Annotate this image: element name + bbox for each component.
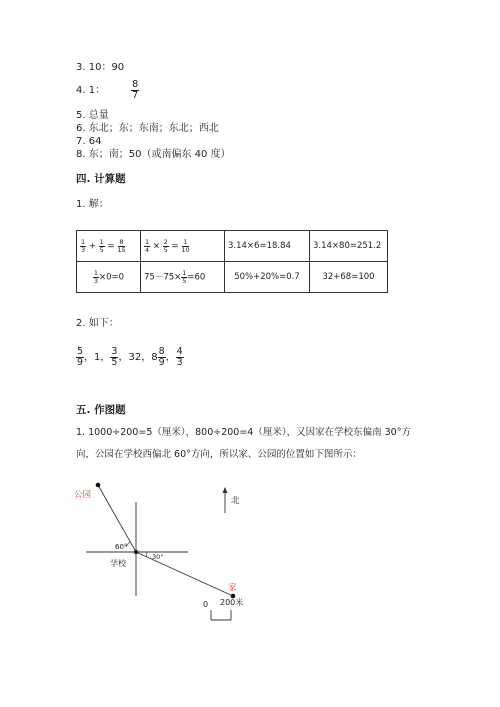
equals-sign: = (107, 241, 115, 252)
equals-sign: = (171, 241, 179, 252)
fraction-numerator: 8 (158, 346, 165, 357)
angle-30-arc (146, 552, 147, 557)
section-4-heading: 四. 计算题 (76, 173, 126, 185)
scale-zero-label: 0 (203, 600, 209, 609)
separator: ， (165, 351, 176, 363)
fraction-numerator: 5 (77, 346, 84, 357)
answer-8: 8. 东；南；50（或南偏东 40 度） (76, 149, 231, 160)
fraction-numerator: 4 (176, 346, 183, 357)
answer-4-prefix: 4. 1： (76, 84, 106, 96)
separator: ，32，8 (118, 351, 158, 363)
home-label: 家 (228, 583, 237, 593)
school-label: 学校 (110, 559, 126, 568)
table-cell: 32+68=100 (310, 262, 388, 293)
fraction-numerator: 8 (132, 79, 139, 90)
section-5-line-1: 1. 1000÷200=5（厘米），800÷200=4（厘米），又因家在学校东偏南 30°方 (76, 427, 411, 438)
answer-5: 5. 总量 (76, 110, 109, 121)
separator: ，1， (84, 351, 111, 363)
fraction-numerator: 1 (182, 269, 187, 277)
table-cell: 50%+20%=0.7 (225, 262, 310, 293)
fraction-numerator: 8 (119, 238, 124, 246)
north-arrow-icon (223, 487, 228, 493)
fraction-denominator: 5 (99, 245, 104, 254)
angle-60-label: 60° (115, 543, 128, 551)
school-to-home-line (136, 552, 233, 596)
fraction-denominator: 5 (111, 356, 118, 368)
school-point (134, 550, 138, 554)
answer-6: 6. 东北；东；东南；东北；西北 (76, 123, 219, 134)
north-label: 北 (231, 496, 240, 506)
operator: + (88, 241, 96, 252)
fraction-denominator: 3 (81, 245, 86, 254)
fraction-denominator: 7 (132, 89, 139, 101)
angle-30-label: 30° (152, 553, 164, 561)
fraction-denominator: 5 (163, 245, 168, 254)
fraction-numerator: 1 (81, 238, 86, 246)
expression-prefix: 75－75× (144, 272, 182, 283)
fraction-denominator: 4 (145, 245, 150, 254)
park-label: 公园 (74, 490, 92, 500)
section-5-line-2: 向，公园在学校西偏北 60°方向，所以家、公园的位置如下图所示： (76, 449, 362, 460)
fraction-denominator: 3 (93, 276, 99, 285)
fraction-numerator: 1 (183, 238, 188, 246)
fraction-denominator: 5 (182, 276, 187, 285)
scale-label: 200米 (220, 598, 244, 607)
operator: × (152, 241, 160, 252)
fraction-numerator: 1 (93, 269, 99, 277)
fraction-denominator: 3 (176, 356, 183, 368)
park-point (96, 483, 101, 488)
fraction-numerator: 2 (163, 238, 168, 246)
fraction-numerator: 1 (99, 238, 104, 246)
expression-rest: ×0=0 (99, 272, 125, 283)
table-cell: 3.14×80=251.2 (310, 231, 388, 262)
fraction-numerator: 3 (111, 346, 118, 357)
fraction-denominator: 10 (181, 245, 190, 254)
table-cell: 3.14×6=18.84 (225, 231, 310, 262)
fraction-numerator: 1 (145, 238, 150, 246)
question-2-label: 2. 如下： (76, 318, 119, 329)
school-to-park-line (98, 485, 136, 552)
fraction-denominator: 15 (117, 245, 126, 254)
question-1-label: 1. 解： (76, 199, 109, 210)
section-5-heading: 五. 作图题 (76, 404, 126, 416)
answer-7: 7. 64 (76, 136, 102, 147)
answer-3: 3. 10：90 (76, 62, 125, 73)
fraction-denominator: 9 (158, 356, 165, 368)
expression-rest: =60 (187, 272, 206, 283)
fraction-denominator: 9 (77, 356, 84, 368)
